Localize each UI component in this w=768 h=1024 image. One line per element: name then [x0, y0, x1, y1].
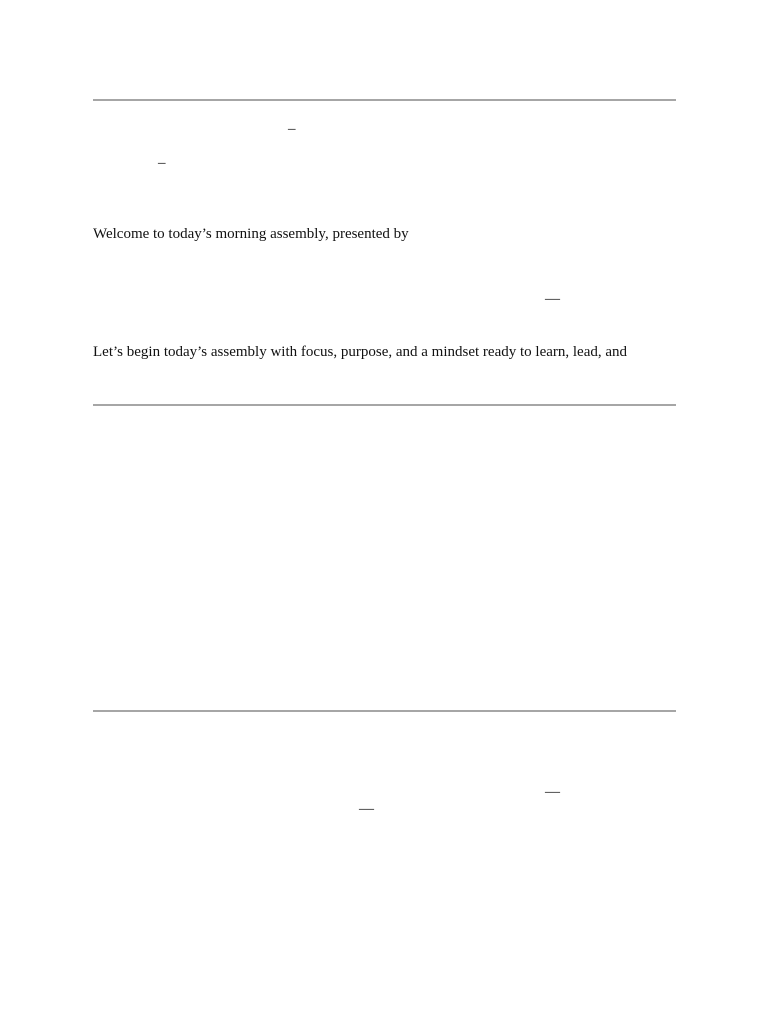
- dash-mark: –: [158, 155, 166, 171]
- intro-paragraph: Let’s begin today’s assembly with focus, purpose, and a mindset ready to learn, lead, and: [93, 344, 628, 360]
- dash-mark: –: [288, 121, 296, 137]
- welcome-paragraph: Welcome to today’s morning assembly, presented by: [93, 226, 409, 242]
- section-divider: [93, 99, 676, 101]
- section-divider: [93, 404, 676, 406]
- dash-mark: —: [359, 801, 374, 817]
- section-divider: [93, 710, 676, 712]
- dash-mark: —: [545, 784, 560, 800]
- dash-mark: —: [545, 291, 560, 307]
